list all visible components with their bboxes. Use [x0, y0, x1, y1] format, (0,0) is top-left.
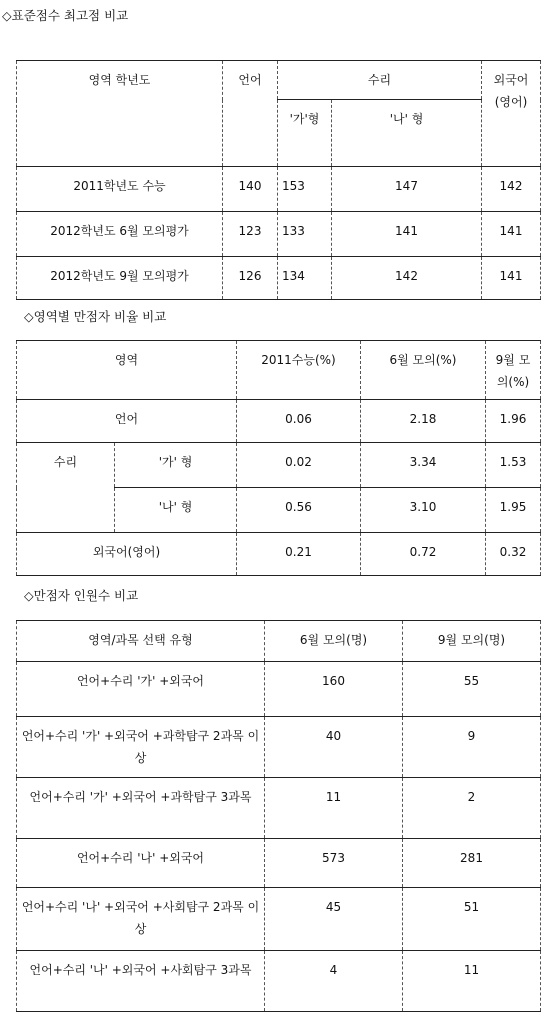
- table-row: '나' 형 0.56 3.10 1.95: [17, 488, 541, 533]
- table-row: 언어+수리 '나' +외국어 573 281: [17, 839, 541, 888]
- header-sept: 9월 모의(%): [486, 341, 541, 400]
- table-row: 언어+수리 '가' +외국어 +과학탐구 2과목 이상 40 9: [17, 717, 541, 778]
- section3-title: ◇만점자 인원수 비교: [24, 588, 139, 603]
- table-row: 2012학년도 6월 모의평가 123 133 141 141: [17, 212, 541, 257]
- header-area-grade: 영역 학년도: [17, 61, 223, 167]
- table-row: 언어+수리 '나' +외국어 +사회탐구 2과목 이상 45 51: [17, 888, 541, 951]
- perfect-count-table: [16, 620, 541, 1012]
- table-row: 언어+수리 '가' +외국어 +과학탐구 3과목 11 2: [17, 778, 541, 839]
- header-june: 6월 모의(%): [361, 341, 486, 400]
- section2-title: ◇영역별 만점자 비율 비교: [24, 309, 167, 324]
- perfect-ratio-table: [16, 340, 541, 576]
- header-foreign: 외국어(영어): [482, 61, 541, 167]
- table-row: 언어+수리 '가' +외국어 160 55: [17, 662, 541, 717]
- max-score-table: [16, 60, 541, 300]
- math-row-label: 수리: [17, 443, 115, 533]
- table-row: 언어 0.06 2.18 1.96: [17, 400, 541, 443]
- table-row: 2011학년도 수능 140 153 147 142: [17, 167, 541, 212]
- header-2011: 2011수능(%): [237, 341, 361, 400]
- section1-title: ◇표준점수 최고점 비교: [2, 8, 129, 23]
- header-sept-count: 9월 모의(명): [403, 621, 541, 662]
- table-row: 2012학년도 9월 모의평가 126 134 142 141: [17, 257, 541, 300]
- header-language: 언어: [223, 61, 278, 167]
- header-math: 수리: [278, 61, 482, 100]
- header-type: 영역/과목 선택 유형: [17, 621, 265, 662]
- table-row: 언어+수리 '나' +외국어 +사회탐구 3과목 4 11: [17, 951, 541, 1012]
- table-row: 수리 '가' 형 0.02 3.34 1.53: [17, 443, 541, 488]
- header-area: 영역: [17, 341, 237, 400]
- table-row: 외국어(영어) 0.21 0.72 0.32: [17, 533, 541, 576]
- header-math-na: '나' 형: [332, 100, 482, 167]
- header-math-ga: '가'형: [278, 100, 332, 167]
- header-june-count: 6월 모의(명): [265, 621, 403, 662]
